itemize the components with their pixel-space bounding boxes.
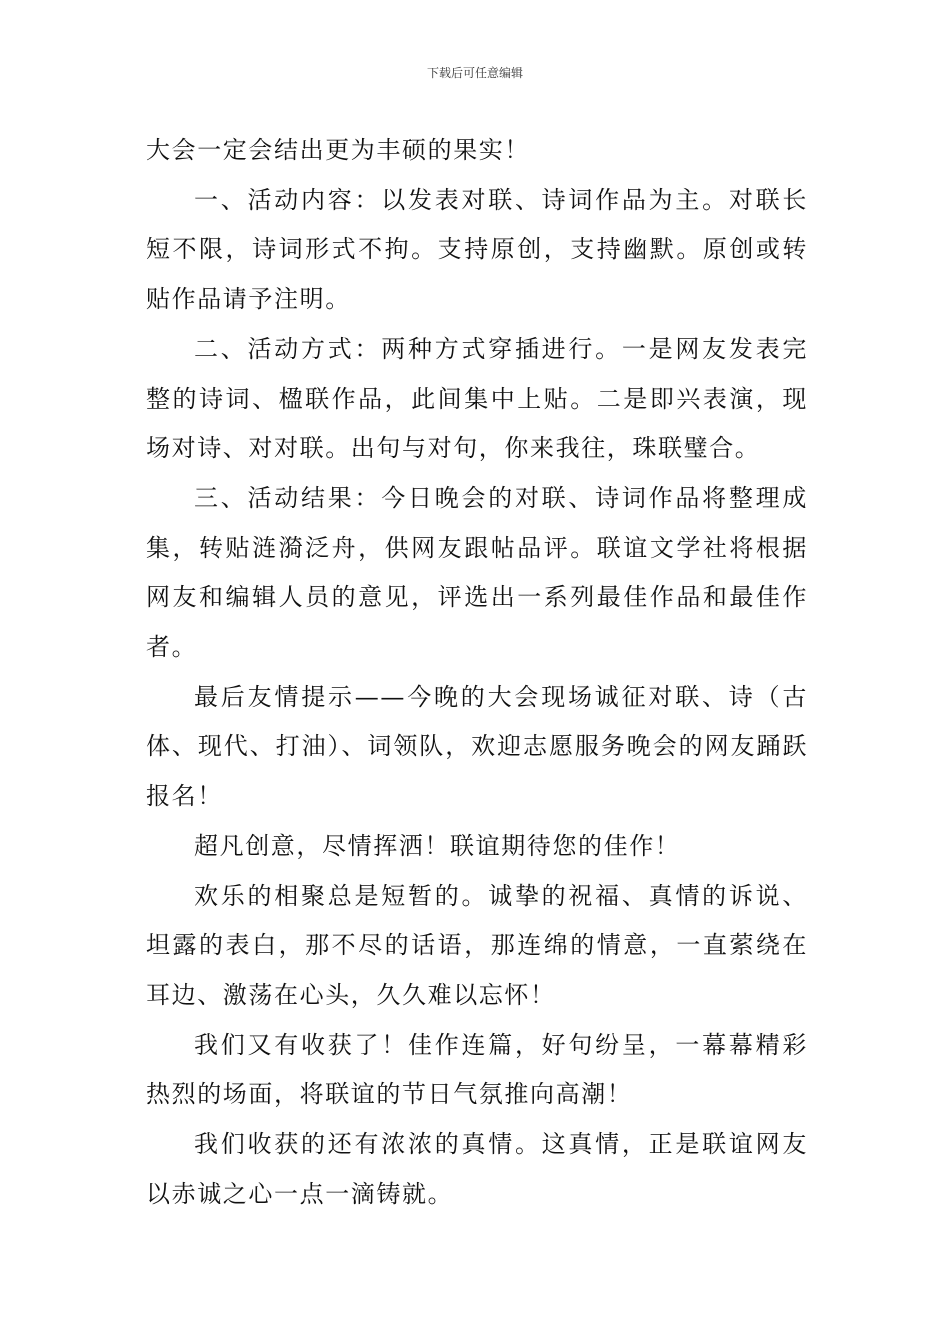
paragraph-2: 一、活动内容：以发表对联、诗词作品为主。对联长短不限，诗词形式不拘。支持原创，支持幽默。原创或转贴作品请予注明。 [146,185,808,314]
document-body [146,126,808,1219]
paragraph-3: 二、活动方式：两种方式穿插进行。一是网友发表完整的诗词、楹联作品，此间集中上贴。二是即兴表演，现场对诗、对对联。出句与对句，你来我往，珠联璧合。 [146,334,808,463]
page-header: 下载后可任意编辑 [426,66,523,80]
paragraph-5: 最后友情提示——今晚的大会现场诚征对联、诗（古体、现代、打油）、词领队，欢迎志愿服务晚会的网友踊跃报名！ [146,682,808,811]
paragraph-4: 三、活动结果：今日晚会的对联、诗词作品将整理成集，转贴涟漪泛舟，供网友跟帖品评。联谊文学社将根据网友和编辑人员的意见，评选出一系列最佳作品和最佳作者。 [146,483,808,662]
paragraph-7: 欢乐的相聚总是短暂的。诚挚的祝福、真情的诉说、坦露的表白，那不尽的话语，那连绵的情意，一直萦绕在耳边、激荡在心头，久久难以忘怀！ [146,881,808,1009]
paragraph-1: 大会一定会结出更为丰硕的果实！ [146,136,530,164]
paragraph-9: 我们收获的还有浓浓的真情。这真情，正是联谊网友以赤诚之心一点一滴铸就。 [146,1130,808,1208]
paragraph-8: 我们又有收获了！佳作连篇，好句纷呈，一幕幕精彩热烈的场面，将联谊的节日气氛推向高潮！ [146,1030,808,1109]
paragraph-6: 超凡创意，尽情挥洒！联谊期待您的佳作！ [194,831,681,860]
